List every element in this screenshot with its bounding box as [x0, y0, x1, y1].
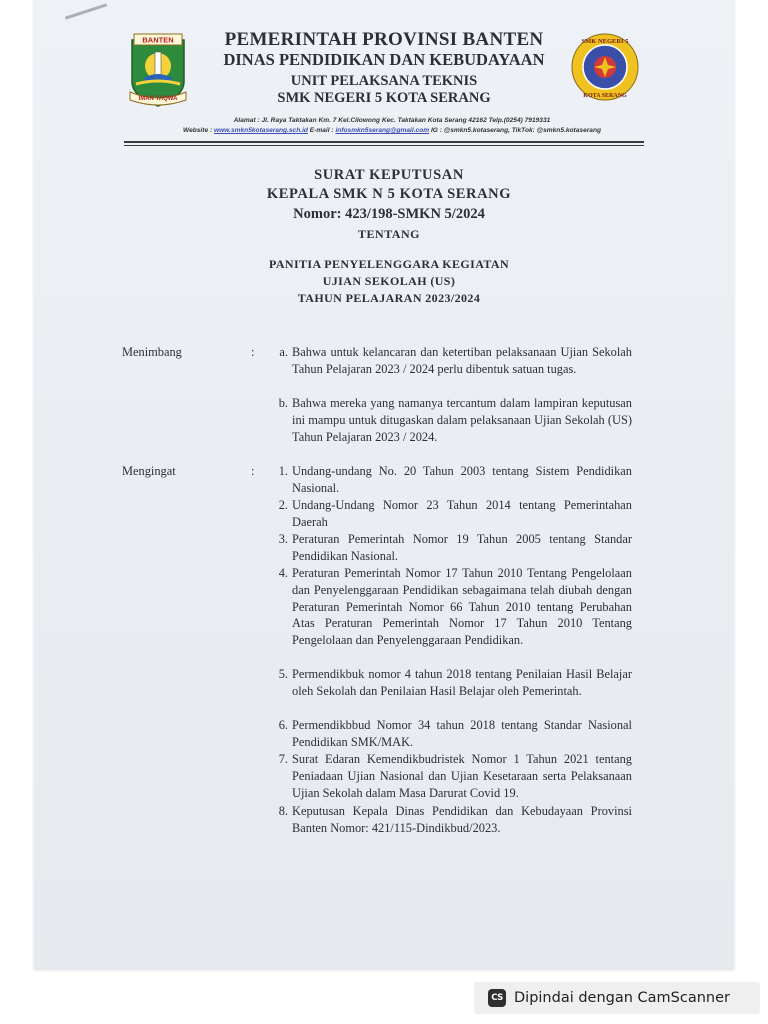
smk-logo-text-top: SMK NEGERI 5	[581, 38, 629, 45]
mengingat-item	[266, 803, 632, 837]
menimbang-item-marker: a.	[279, 345, 288, 359]
pen-mark	[65, 3, 108, 19]
decree-tentang: TENTANG	[358, 227, 420, 241]
camscanner-icon: CS	[488, 989, 506, 1007]
letterhead-agency: DINAS PENDIDIKAN DAN KEBUDAYAAN	[223, 50, 545, 69]
mengingat-item-marker: 5.	[278, 667, 288, 681]
letterhead-unit: UNIT PELAKSANA TEKNIS	[290, 72, 478, 89]
letterhead-rule-thick	[124, 141, 644, 143]
mengingat-item	[266, 497, 632, 531]
mengingat-item-marker: 3.	[278, 532, 288, 546]
smk-logo-text-bottom: KOTA SERANG	[583, 93, 627, 99]
camscanner-watermark	[474, 982, 760, 1014]
banten-emblem-text-bottom: IMAN TAQWA	[138, 96, 178, 102]
menimbang-item	[266, 395, 632, 445]
mengingat-item-marker: 7.	[278, 752, 288, 766]
mengingat-item-text: Undang-Undang Nomor 23 Tahun 2014 tentang Pemerintahan Daerah	[292, 498, 632, 529]
mengingat-item	[266, 751, 632, 801]
mengingat-item-marker: 1.	[278, 464, 288, 478]
mengingat-item	[266, 717, 632, 751]
mengingat-item-marker: 4.	[278, 566, 288, 580]
banten-emblem-text-top: BANTEN	[142, 35, 174, 45]
email-label: E-mail :	[309, 127, 334, 134]
letterhead-address: Alamat : Jl. Raya Taktakan Km. 7 Kel.Cilowong Kec. Taktakan Kota Serang 42162 Telp.(0254) 7919331	[233, 117, 551, 124]
subject-line-3: TAHUN PELAJARAN 2023/2024	[297, 291, 481, 305]
camscanner-text: Dipindai dengan CamScanner	[514, 990, 731, 1006]
mengingat-item-text: Permendikbuk nomor 4 tahun 2018 tentang Penilaian Hasil Belajar oleh Sekolah dan Penilaian Hasil Belajar oleh Pemerintah.	[292, 667, 632, 698]
email-link[interactable]: infosmkn5serang@gmail.com	[335, 127, 430, 134]
subject-line-2: UJIAN SEKOLAH (US)	[322, 274, 456, 288]
smk-negeri-5-logo	[570, 32, 640, 102]
mengingat-item	[266, 531, 632, 565]
decree-issuer: KEPALA SMK N 5 KOTA SERANG	[266, 186, 512, 202]
scanned-document-page	[34, 0, 734, 970]
mengingat-item-text: Undang-undang No. 20 Tahun 2003 tentang Sistem Pendidikan Nasional.	[292, 464, 632, 495]
subject-line-1: PANITIA PENYELENGGARA KEGIATAN	[268, 257, 510, 271]
decree-subject	[184, 256, 594, 307]
menimbang-item-marker: b.	[278, 396, 288, 410]
letterhead-province: PEMERINTAH PROVINSI BANTEN	[224, 29, 544, 50]
mengingat-item-marker: 2.	[278, 498, 288, 512]
letterhead-school: SMK NEGERI 5 KOTA SERANG	[277, 90, 491, 106]
website-label: Website :	[182, 127, 213, 134]
menimbang-item	[266, 344, 632, 378]
mengingat-item-text: Surat Edaran Kemendikbudristek Nomor 1 Tahun 2021 tentang Peniadaan Ujian Nasional dan Ujian Kesetaraan serta Pelaksanaan Ujian Sekolah dalam Masa Darurat Covid 19.	[292, 752, 632, 800]
decree-number: Nomor: 423/198-SMKN 5/2024	[293, 206, 485, 222]
social-handles: IG : @smkn5.kotaserang, TikTok: @smkn5.kotaserang	[430, 127, 602, 134]
mengingat-colon: :	[251, 464, 255, 478]
menimbang-item-text: Bahwa untuk kelancaran dan ketertiban pelaksanaan Ujian Sekolah Tahun Pelajaran 2023 / 2024 perlu dibentuk satuan tugas.	[292, 345, 632, 376]
mengingat-item-text: Keputusan Kepala Dinas Pendidikan dan Kebudayaan Provinsi Banten Nomor: 421/115-Dindikbud/2023.	[292, 804, 632, 835]
banten-emblem-logo	[126, 30, 190, 110]
mengingat-item	[266, 565, 632, 649]
letterhead-online-contacts	[122, 126, 662, 136]
mengingat-label: Mengingat	[122, 464, 176, 478]
mengingat-item-text: Permendikbbud Nomor 34 tahun 2018 tentang Standar Nasional Pendidikan SMK/MAK.	[292, 718, 632, 749]
mengingat-item	[266, 463, 632, 497]
mengingat-item-marker: 6.	[278, 718, 288, 732]
mengingat-item-marker: 8.	[278, 804, 288, 818]
menimbang-item-text: Bahwa mereka yang namanya tercantum dalam lampiran keputusan ini mampu untuk ditugaskan dalam pelaksanaan Ujian Sekolah (US) Tahun Pelajaran 2023 / 2024.	[292, 396, 632, 444]
menimbang-colon: :	[251, 345, 255, 359]
website-link[interactable]: www.smkn5kotaserang.sch.id	[214, 127, 308, 134]
letterhead-contact	[122, 116, 662, 136]
mengingat-item	[266, 666, 632, 700]
mengingat-item-text: Peraturan Pemerintah Nomor 19 Tahun 2005 tentang Standar Pendidikan Nasional.	[292, 532, 632, 563]
menimbang-label: Menimbang	[122, 345, 182, 359]
mengingat-item-text: Peraturan Pemerintah Nomor 17 Tahun 2010 Tentang Pengelolaan dan Penyelenggaraan Pendidikan sebagaimana telah diubah dengan Peraturan Pemerintah Nomor 66 Tahun 2010 tentang Perubahan Atas Peraturan Pemerintah Nomor 17 Tahun 2010 Tentang Pengelolaan dan Penyelenggaraan Pendidikan.	[292, 566, 632, 648]
decree-title	[184, 166, 594, 244]
letterhead-rule-thin	[124, 145, 644, 146]
letterhead	[194, 30, 574, 106]
decree-type: SURAT KEPUTUSAN	[314, 167, 464, 183]
